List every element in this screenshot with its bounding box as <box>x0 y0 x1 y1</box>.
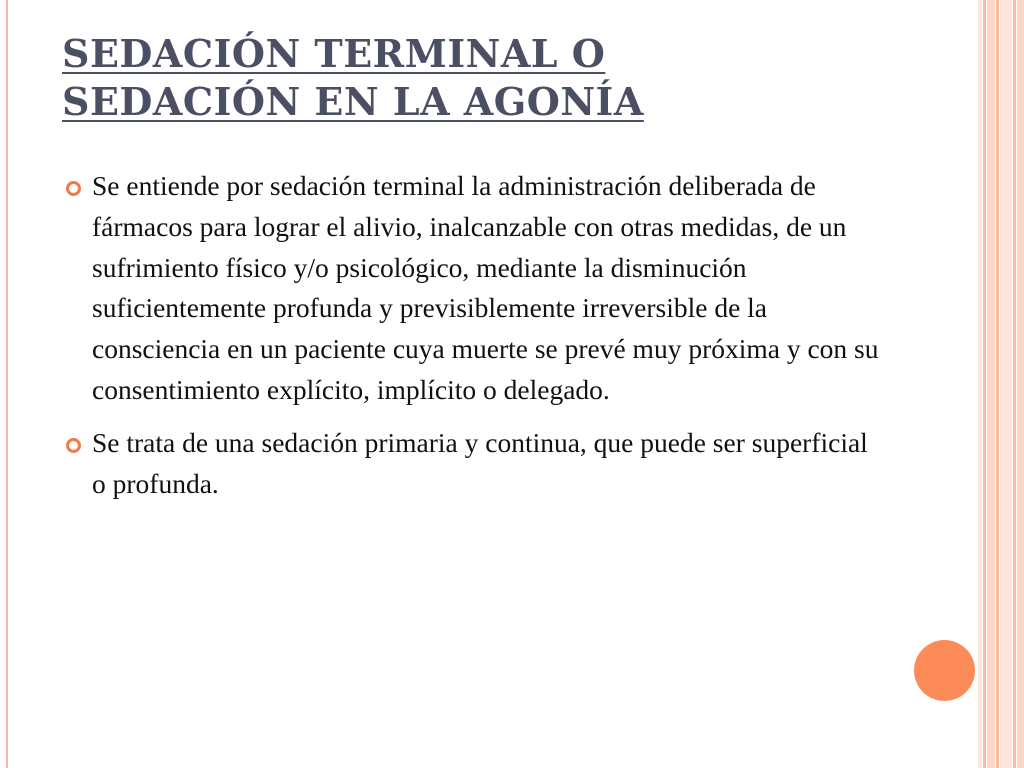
left-border-line <box>6 0 8 768</box>
bullet-item <box>62 166 882 411</box>
right-stripe <box>996 0 999 768</box>
bullet-item <box>62 423 882 505</box>
slide-title <box>62 30 942 126</box>
right-stripe <box>983 0 986 768</box>
bullet-ring-icon <box>66 438 81 453</box>
bullet-ring-icon <box>66 181 81 196</box>
title-line-2: SEDACIÓN EN LA AGONÍA <box>62 79 644 124</box>
right-stripe <box>1013 0 1016 768</box>
bullet-text: Se entiende por sedación terminal la administración deliberada de fármacos para lograr el alivio, inalcanzable con otras medidas, de un sufrimiento físico y/o psicológico, mediante la disminución suficientemente profunda y previsiblemente irreversible de la consciencia en un paciente cuya muerte se prevé muy próxima y con su consentimiento explícito, implícito o delegado. <box>92 170 879 405</box>
title-line-1: SEDACIÓN TERMINAL O <box>62 31 606 76</box>
bullet-text: Se trata de una sedación primaria y continua, que puede ser superficial o profunda. <box>92 426 868 499</box>
orange-circle-icon <box>914 640 975 701</box>
right-stripe <box>978 0 982 768</box>
bullet-list <box>62 166 882 516</box>
right-stripe <box>1017 0 1024 768</box>
right-stripe <box>1000 0 1012 768</box>
right-stripe <box>987 0 995 768</box>
